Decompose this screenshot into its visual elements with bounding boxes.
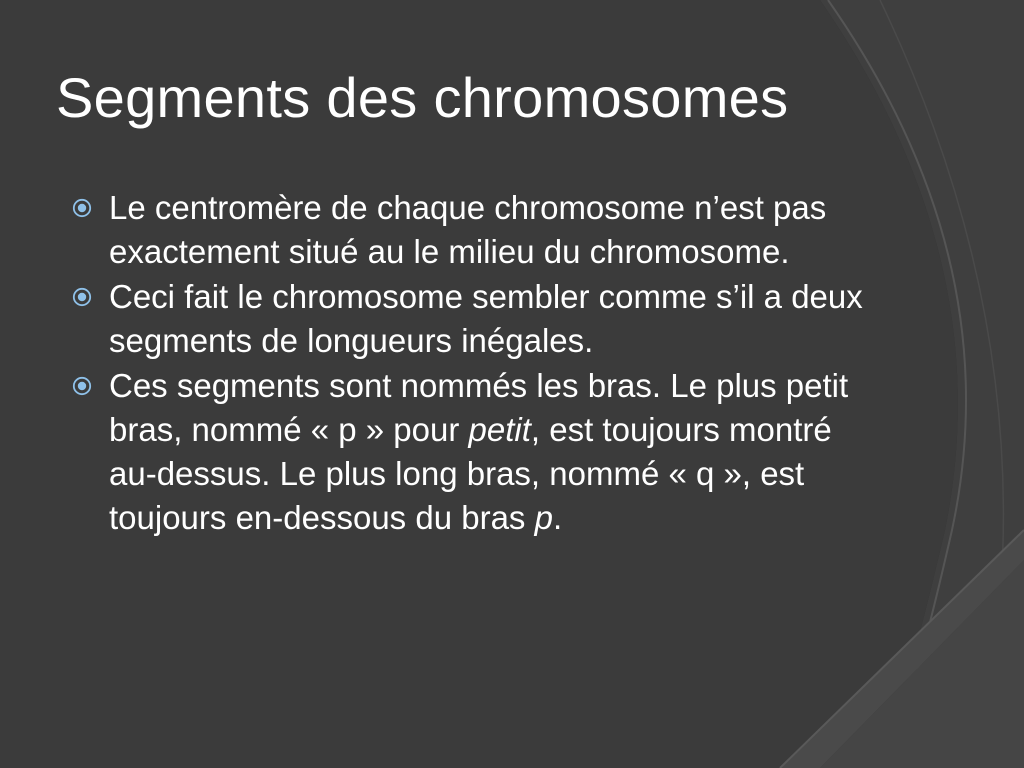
circle-dot-icon (72, 287, 92, 307)
bullet-text (109, 278, 863, 359)
bullet-text-segment: Ceci fait le chromosome sembler comme s’il a deux segments de longueurs inégales. (109, 278, 863, 359)
bullet-text-segment: Ces segments sont nommés les bras. Le plus petit bras, nommé « p » pour (109, 367, 849, 448)
bullet-text-italic: p (534, 499, 553, 536)
circle-dot-icon (72, 198, 92, 218)
bullet-item (72, 364, 872, 540)
bullet-text-italic: petit (468, 411, 531, 448)
circle-dot-icon (72, 376, 92, 396)
bullet-text-segment: , est toujours montré au-dessus. Le plus long bras, nommé « q », est toujours en-dessous du bras (109, 411, 832, 536)
bullet-item (72, 186, 872, 274)
bullet-list (72, 186, 872, 540)
bullet-text-segment: . (552, 499, 563, 536)
slide-title: Segments des chromosomes (56, 66, 789, 129)
bullet-text-segment: Le centromère de chaque chromosome n’est pas exactement situé au le milieu du chromosome. (109, 189, 827, 270)
bullet-item (72, 275, 872, 363)
bullet-text (109, 367, 848, 536)
bullet-text (109, 189, 826, 270)
